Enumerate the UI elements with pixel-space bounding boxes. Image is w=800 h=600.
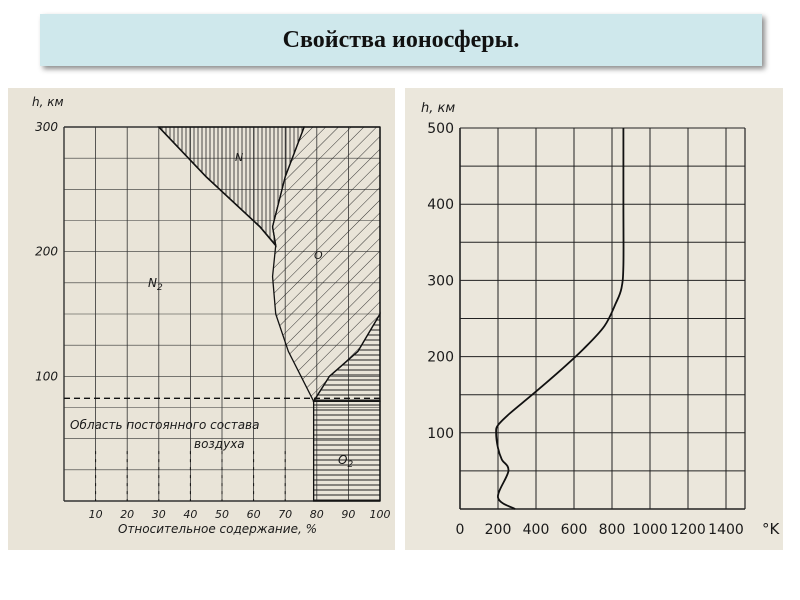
left-y-axis-label: h, км xyxy=(32,95,64,109)
right-y-axis-label: h, км xyxy=(421,101,456,116)
constant-air-label-line2: воздуха xyxy=(194,437,245,451)
x-tick-label: 200 xyxy=(484,522,512,538)
x-tick-label: 50 xyxy=(215,508,229,521)
temperature-chart xyxy=(405,88,783,550)
region-label-n2: $N_2$ xyxy=(148,276,163,293)
right-x-axis-label: °K xyxy=(762,520,780,538)
x-tick-label: 40 xyxy=(183,508,198,521)
x-tick-label: 90 xyxy=(341,508,356,521)
x-tick-label: 600 xyxy=(560,522,588,538)
x-tick-label: 800 xyxy=(598,522,626,538)
x-tick-label: 30 xyxy=(151,508,166,521)
x-tick-label: 10 xyxy=(88,508,103,521)
x-tick-label: 20 xyxy=(120,508,135,521)
x-tick-label: 60 xyxy=(246,508,261,521)
y-tick-label: 200 xyxy=(35,244,58,259)
y-tick-label: 500 xyxy=(427,121,454,137)
x-tick-label: 100 xyxy=(369,508,391,521)
y-tick-label: 400 xyxy=(427,197,454,214)
x-tick-label: 1000 xyxy=(632,522,668,538)
y-tick-label: 100 xyxy=(35,369,58,384)
region-label-n: N xyxy=(235,151,244,164)
x-tick-label: 1200 xyxy=(670,522,706,538)
y-tick-label: 300 xyxy=(35,120,58,134)
y-tick-label: 300 xyxy=(427,273,454,290)
x-tick-label: 1400 xyxy=(708,522,744,538)
temperature-chart-panel xyxy=(405,88,783,550)
right-ticks xyxy=(427,121,744,538)
region-o2 xyxy=(314,401,380,501)
title-bar xyxy=(40,14,762,66)
x-tick-label: 400 xyxy=(522,522,550,538)
composition-chart xyxy=(8,88,395,550)
constant-air-label-line1: Область постоянного состава xyxy=(70,418,260,432)
x-tick-label: 80 xyxy=(309,508,324,521)
x-tick-label: 70 xyxy=(278,508,293,521)
region-label-o2: $O_2$ xyxy=(338,453,354,470)
y-tick-label: 100 xyxy=(427,425,454,442)
left-x-axis-label: Относительное содержание, % xyxy=(118,522,317,536)
region-label-o: O xyxy=(314,249,323,262)
y-tick-label: 200 xyxy=(427,349,454,366)
x-tick-label: 0 xyxy=(455,522,465,538)
page-title: Свойства ионосферы. xyxy=(282,27,520,53)
right-grid xyxy=(460,128,745,509)
composition-chart-panel xyxy=(8,88,395,550)
